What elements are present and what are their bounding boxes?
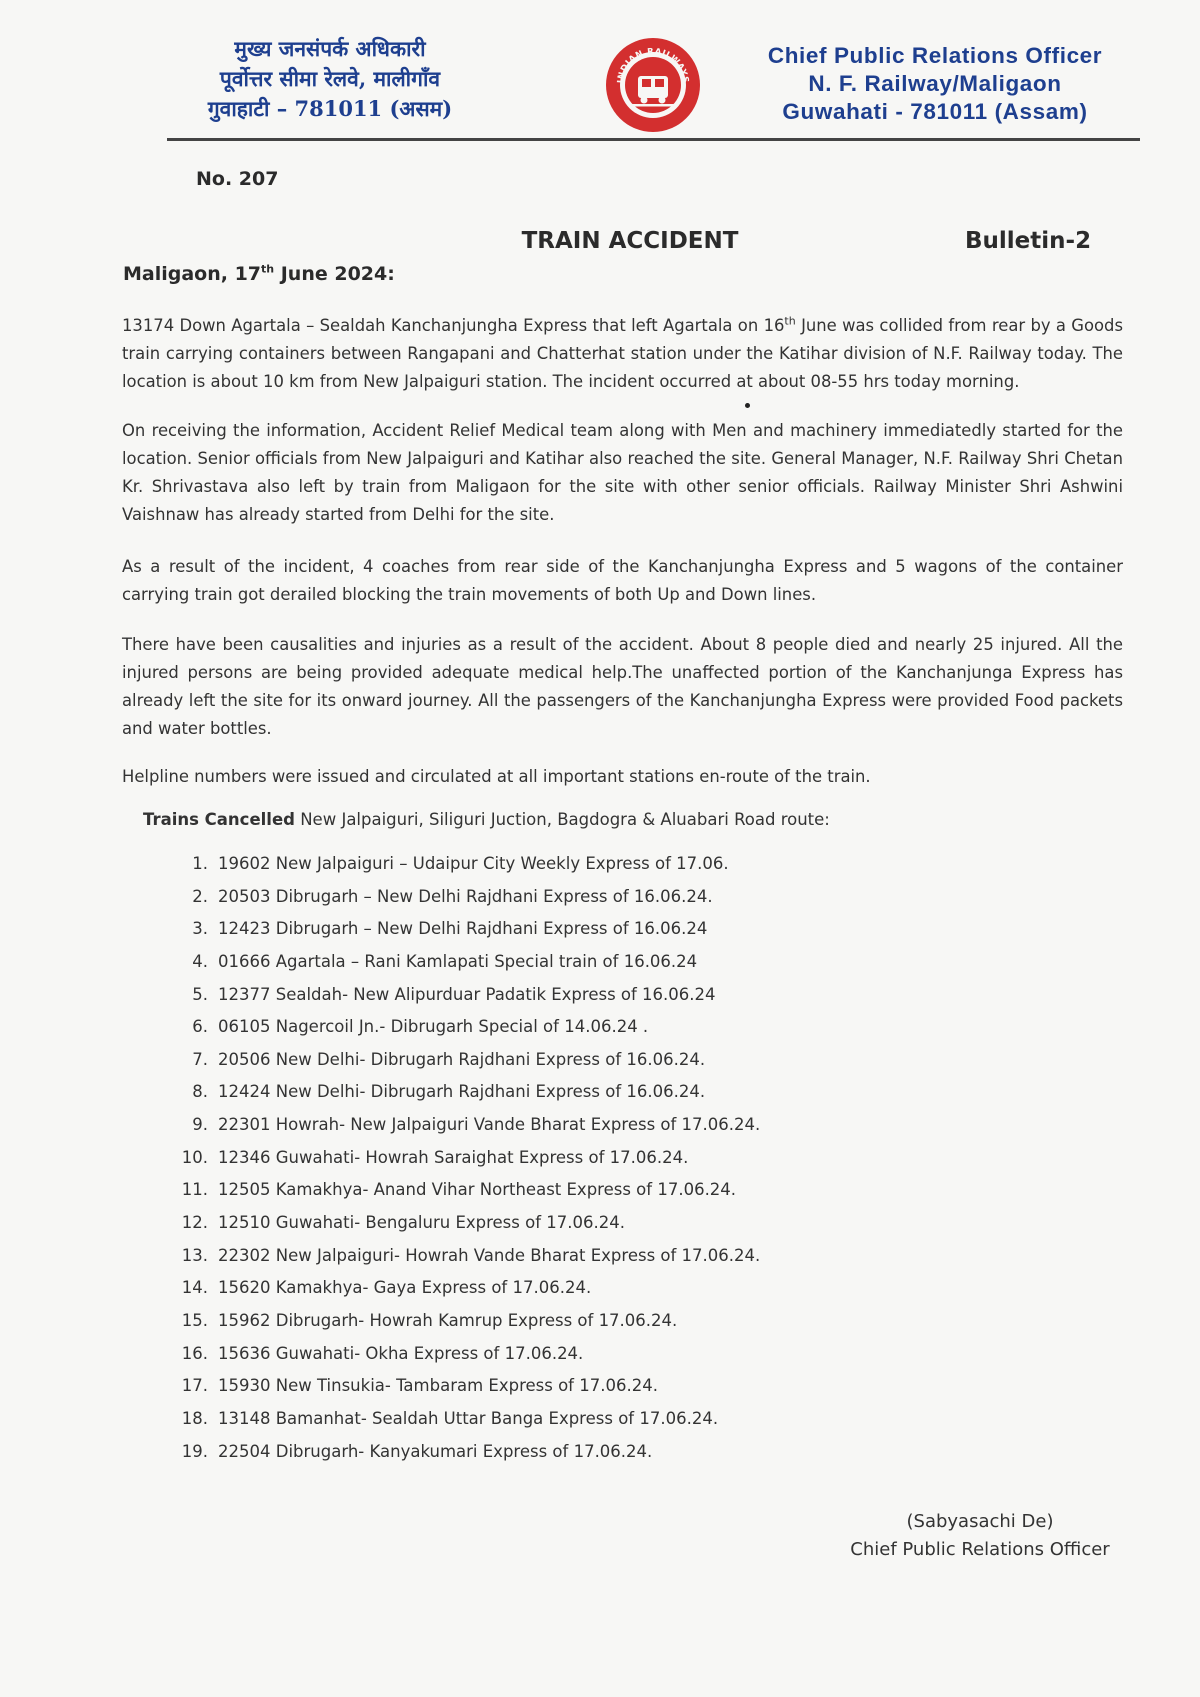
hindi-line-1: मुख्य जनसंपर्क अधिकारी [234, 36, 426, 61]
list-item-number: 17. [181, 1376, 208, 1396]
list-item-text: 12346 Guwahati- Howrah Saraighat Express of 17.06.24. [218, 1147, 689, 1167]
list-item-text: 22302 New Jalpaiguri- Howrah Vande Bharat Express of 17.06.24. [218, 1245, 761, 1265]
bulletin-number: Bulletin-2 [965, 228, 1092, 254]
list-item-text: 20503 Dibrugarh – New Delhi Rajdhani Express of 16.06.24. [218, 886, 713, 906]
paragraph-response: On receiving the information, Accident Relief Medical team along with Men and machinery immediatedly started for the location. Senior officials from New Jalpaiguri and Katihar also reached the site. General Manager, N.F. Railway Shri Chetan Kr. Shrivastava also left by train from Maligaon for the site with other senior officials. Railway Minister Shri Ashwini Vaishnaw has already started from Delhi for the site. [122, 421, 1123, 524]
list-item-number: 19. [181, 1441, 208, 1461]
list-item [160, 1207, 760, 1240]
english-line-1: Chief Public Relations Officer [767, 43, 1103, 68]
reference-number: No. 207 [196, 168, 279, 190]
signatory-designation: Chief Public Relations Officer [850, 1539, 1110, 1560]
header-divider [167, 138, 1140, 141]
list-item [160, 1240, 760, 1273]
list-item [160, 1044, 760, 1077]
list-item-number: 6. [192, 1017, 208, 1037]
dateline: Maligaon, 17th June 2024: [123, 262, 395, 285]
list-item-number: 16. [181, 1343, 208, 1363]
list-item-number: 7. [192, 1049, 208, 1069]
list-item-number: 5. [192, 984, 208, 1004]
hindi-line-2: पूर्वोत्तर सीमा रेलवे, मालीगाँव [219, 66, 441, 91]
trains-cancelled-heading: Trains Cancelled New Jalpaiguri, Siliguri Juction, Bagdogra & Aluabari Road route: [143, 810, 830, 829]
list-item-text: 12424 New Delhi- Dibrugarh Rajdhani Express of 16.06.24. [218, 1082, 706, 1102]
list-item-text: 15930 New Tinsukia- Tambaram Express of 17.06.24. [218, 1376, 658, 1396]
list-item-text: 15620 Kamakhya- Gaya Express of 17.06.24. [218, 1278, 592, 1298]
document-title: TRAIN ACCIDENT [521, 228, 739, 254]
list-item [160, 979, 760, 1012]
list-item [160, 1370, 760, 1403]
paragraph-derailment: As a result of the incident, 4 coaches from rear side of the Kanchanjungha Express and 5 wagons of the container carrying train got derailed blocking the train movements of both Up and Down lines. [122, 557, 1123, 604]
list-item-number: 9. [192, 1115, 208, 1135]
list-item-text: 13148 Bamanhat- Sealdah Uttar Banga Express of 17.06.24. [218, 1408, 719, 1428]
list-item-number: 11. [181, 1180, 208, 1200]
list-item-text: 22301 Howrah- New Jalpaiguri Vande Bharat Express of 17.06.24. [218, 1115, 761, 1135]
list-item-number: 8. [192, 1082, 208, 1102]
paragraph-helpline: Helpline numbers were issued and circulated at all important stations en-route of the train. [122, 767, 871, 786]
list-item [160, 1305, 760, 1338]
list-item-text: 01666 Agartala – Rani Kamlapati Special train of 16.06.24 [218, 951, 698, 971]
list-item [160, 946, 760, 979]
list-item [160, 848, 760, 881]
list-item-text: 22504 Dibrugarh- Kanyakumari Express of 17.06.24. [218, 1441, 653, 1461]
signatory-name: (Sabyasachi De) [906, 1511, 1054, 1532]
english-line-3: Guwahati - 781011 (Assam) [782, 99, 1088, 124]
list-item [160, 1174, 760, 1207]
paragraph-casualties: There have been causalities and injuries as a result of the accident. About 8 people died and nearly 25 injured. All the injured persons are being provided adequate medical help.The unaffected portion of the Kanchanjunga Express has already left the site for its onward journey. All the passengers of the Kanchanjungha Express were provided Food packets and water bottles. [122, 635, 1123, 738]
english-line-2: N. F. Railway/Maligaon [808, 71, 1062, 96]
list-item [160, 881, 760, 914]
logo-text: INDIAN RAILWAYS [615, 46, 691, 84]
cancelled-trains-list [160, 848, 760, 1468]
list-item [160, 1338, 760, 1371]
indian-railways-logo [603, 32, 703, 138]
list-item-text: 15636 Guwahati- Okha Express of 17.06.24. [218, 1343, 584, 1363]
list-item-text: 12423 Dibrugarh – New Delhi Rajdhani Express of 16.06.24 [218, 919, 708, 939]
signature-block [840, 1508, 1120, 1564]
hindi-line-3: गुवाहाटी – 781011 (असम) [207, 96, 453, 121]
list-item-text: 12510 Guwahati- Bengaluru Express of 17.06.24. [218, 1213, 625, 1233]
list-item-text: 15962 Dibrugarh- Howrah Kamrup Express of 17.06.24. [218, 1310, 678, 1330]
list-item [160, 1436, 760, 1469]
list-item-number: 4. [192, 951, 208, 971]
list-item [160, 1272, 760, 1305]
list-item [160, 1109, 760, 1142]
list-item-number: 15. [181, 1310, 208, 1330]
list-item-text: 19602 New Jalpaiguri – Udaipur City Weekly Express of 17.06. [218, 854, 729, 873]
list-item [160, 1142, 760, 1175]
list-item [160, 913, 760, 946]
hindi-letterhead [190, 34, 470, 124]
list-item-number: 1. [192, 854, 208, 873]
stray-dot [745, 403, 750, 408]
list-item [160, 1403, 760, 1436]
list-item-text: 06105 Nagercoil Jn.- Dibrugarh Special of 14.06.24 . [218, 1017, 649, 1037]
list-item-text: 20506 New Delhi- Dibrugarh Rajdhani Express of 16.06.24. [218, 1049, 706, 1069]
list-item-number: 2. [192, 886, 208, 906]
english-letterhead [745, 42, 1125, 126]
list-item [160, 1011, 760, 1044]
list-item-number: 13. [181, 1245, 208, 1265]
paragraph-incident: 13174 Down Agartala – Sealdah Kanchanjungha Express that left Agartala on 16th June was collided from rear by a Goods train carrying containers between Rangapani and Chatterhat station under the Katihar division of N.F. Railway today. The location is about 10 km from New Jalpaiguri station. The incident occurred at about 08-55 hrs today morning. [122, 314, 1123, 391]
list-item-number: 14. [181, 1278, 208, 1298]
list-item-text: 12377 Sealdah- New Alipurduar Padatik Express of 16.06.24 [218, 984, 716, 1004]
list-item-number: 10. [181, 1147, 208, 1167]
list-item [160, 1076, 760, 1109]
list-item-number: 18. [181, 1408, 208, 1428]
list-item-text: 12505 Kamakhya- Anand Vihar Northeast Express of 17.06.24. [218, 1180, 737, 1200]
list-item-number: 3. [192, 919, 208, 939]
list-item-number: 12. [181, 1213, 208, 1233]
